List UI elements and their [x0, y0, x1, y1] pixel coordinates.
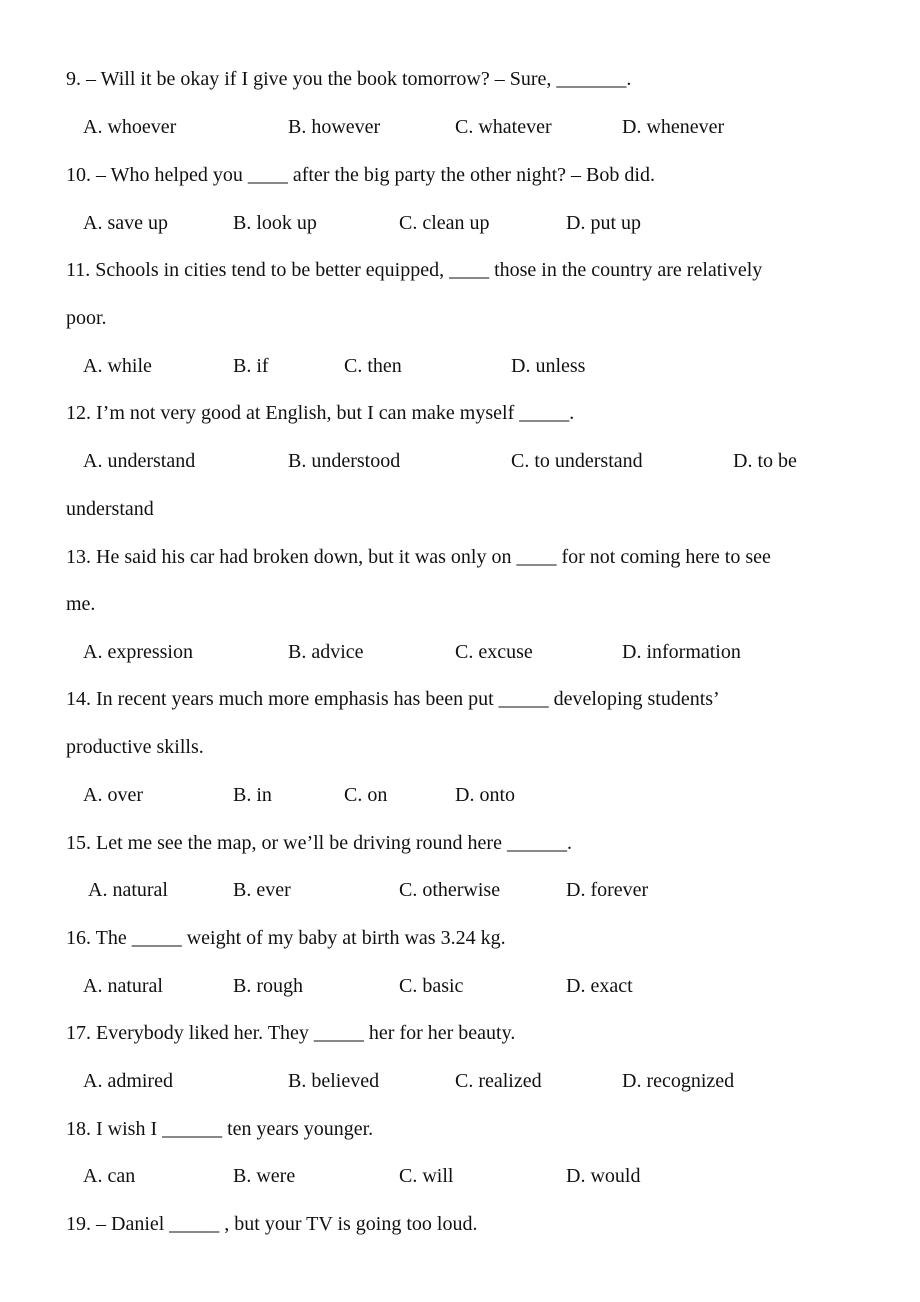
question-11-options [0, 351, 920, 381]
option-d: D. to be [733, 450, 797, 472]
question-stem-text: 19. – Daniel _____ , but your TV is going too loud. [66, 1213, 478, 1235]
option-b: B. in [233, 784, 272, 806]
option-c: C. realized [455, 1070, 542, 1092]
option-a: A. natural [83, 975, 163, 997]
question-15-stem [0, 828, 920, 858]
question-11-stem [0, 255, 920, 285]
option-b: B. advice [288, 641, 364, 663]
option-c: C. to understand [511, 450, 643, 472]
question-17-stem [0, 1018, 920, 1048]
option-c: C. will [399, 1165, 454, 1187]
question-15-options [0, 875, 920, 905]
option-d-continued: understand [66, 498, 154, 520]
question-12-options [0, 446, 920, 476]
question-18-stem [0, 1114, 920, 1144]
option-c: C. basic [399, 975, 464, 997]
question-16-options [0, 971, 920, 1001]
option-a: A. over [83, 784, 143, 806]
option-a: A. expression [83, 641, 193, 663]
option-a: A. natural [88, 879, 168, 901]
option-c: C. whatever [455, 116, 552, 138]
option-b: B. ever [233, 879, 291, 901]
question-13-options [0, 637, 920, 667]
question-14-stem [0, 684, 920, 714]
option-c: C. then [344, 355, 402, 377]
option-d: D. forever [566, 879, 649, 901]
question-stem-text: 11. Schools in cities tend to be better equipped, ____ those in the country are relatively [66, 259, 763, 281]
question-stem-text: 13. He said his car had broken down, but it was only on ____ for not coming here to see [66, 546, 771, 568]
option-a: A. can [83, 1165, 136, 1187]
option-c: C. otherwise [399, 879, 501, 901]
option-d: D. recognized [622, 1070, 735, 1092]
question-14-stem-cont [0, 732, 920, 762]
question-10-options [0, 208, 920, 238]
option-c: C. on [344, 784, 388, 806]
option-b: B. rough [233, 975, 303, 997]
option-a: A. while [83, 355, 152, 377]
question-14-options [0, 780, 920, 810]
option-a: A. whoever [83, 116, 177, 138]
option-d: D. unless [511, 355, 586, 377]
question-stem-text: 10. – Who helped you ____ after the big party the other night? – Bob did. [66, 164, 655, 186]
question-11-stem-cont [0, 303, 920, 333]
option-d: D. put up [566, 212, 641, 234]
question-12-stem [0, 398, 920, 428]
question-13-stem-cont [0, 589, 920, 619]
question-13-stem [0, 542, 920, 572]
option-d: D. would [566, 1165, 641, 1187]
question-17-options [0, 1066, 920, 1096]
question-19-stem [0, 1209, 920, 1239]
question-stem-text: me. [66, 593, 96, 615]
option-b: B. believed [288, 1070, 380, 1092]
question-stem-text: 17. Everybody liked her. They _____ her for her beauty. [66, 1022, 516, 1044]
option-b: B. however [288, 116, 381, 138]
option-c: C. excuse [455, 641, 533, 663]
option-a: A. understand [83, 450, 196, 472]
option-d: D. exact [566, 975, 633, 997]
question-stem-text: 12. I’m not very good at English, but I can make myself _____. [66, 402, 575, 424]
question-9-stem [0, 64, 920, 94]
option-d: D. information [622, 641, 741, 663]
question-9-options [0, 112, 920, 142]
option-b: B. if [233, 355, 269, 377]
option-d: D. onto [455, 784, 515, 806]
question-10-stem [0, 160, 920, 190]
question-stem-text: poor. [66, 307, 107, 329]
question-12-option-wrap [0, 494, 920, 524]
option-a: A. admired [83, 1070, 173, 1092]
question-stem-text: 15. Let me see the map, or we’ll be driving round here ______. [66, 832, 572, 854]
question-18-options [0, 1161, 920, 1191]
option-c: C. clean up [399, 212, 490, 234]
question-stem-text: 9. – Will it be okay if I give you the book tomorrow? – Sure, _______. [66, 68, 632, 90]
option-b: B. understood [288, 450, 401, 472]
question-stem-text: 18. I wish I ______ ten years younger. [66, 1118, 374, 1140]
question-16-stem [0, 923, 920, 953]
option-b: B. were [233, 1165, 296, 1187]
question-stem-text: 14. In recent years much more emphasis has been put _____ developing students’ [66, 688, 720, 710]
option-a: A. save up [83, 212, 168, 234]
option-d: D. whenever [622, 116, 725, 138]
question-stem-text: productive skills. [66, 736, 204, 758]
question-stem-text: 16. The _____ weight of my baby at birth was 3.24 kg. [66, 927, 506, 949]
option-b: B. look up [233, 212, 317, 234]
